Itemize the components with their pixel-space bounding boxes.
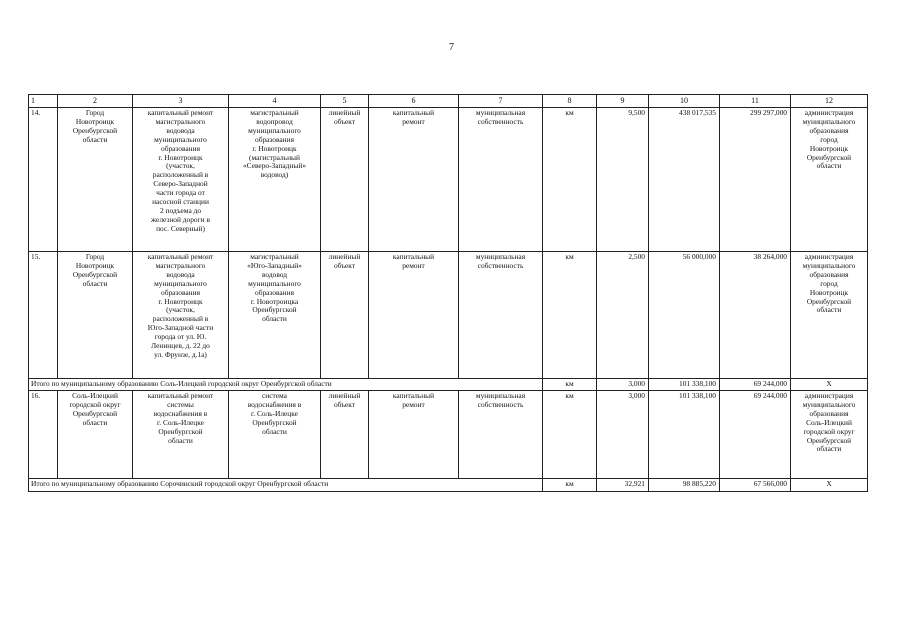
header-cell: 8 xyxy=(543,95,597,108)
ownership-cell: муниципальная собственность xyxy=(459,391,543,479)
object-cell: магистральный водопровод муниципального образования г. Новотроицк (магистральный «Северо-Западный» водовод) xyxy=(229,108,321,252)
investment-table xyxy=(28,94,868,492)
cost-total-cell: 56 000,000 xyxy=(649,252,720,379)
header-cell: 10 xyxy=(649,95,720,108)
object-type-cell: линейный объект xyxy=(321,252,369,379)
event-cell: капитальный ремонт магистрального водовода муниципального образования г. Новотроицк (участок, расположенный в Северо-Западной части города от насосной станции 2 подъема до железной дороги в пос. Северный) xyxy=(133,108,229,252)
total-mark: Х xyxy=(791,379,868,391)
event-cell: капитальный ремонт системы водоснабжения в г. Соль-Илецке Оренбургской области xyxy=(133,391,229,479)
header-cell: 7 xyxy=(459,95,543,108)
customer-cell: администрация муниципального образования город Новотроицк Оренбургской области xyxy=(791,108,868,252)
cost-total-cell: 101 338,100 xyxy=(649,379,720,391)
header-cell: 6 xyxy=(369,95,459,108)
cost-total-cell: 101 338,100 xyxy=(649,391,720,479)
length-cell: 32,921 xyxy=(597,479,649,492)
total-label: Итого по муниципальному образованию Сорочинский городской округ Оренбургской области xyxy=(29,479,543,492)
customer-cell: администрация муниципального образования Соль-Илецкий городской округ Оренбургской области xyxy=(791,391,868,479)
cost-funds-cell: 69 244,000 xyxy=(720,379,791,391)
header-cell: 11 xyxy=(720,95,791,108)
total-label: Итого по муниципальному образованию Соль-Илецкий городской округ Оренбургской области xyxy=(29,379,543,391)
row-number: 15. xyxy=(29,252,58,379)
length-cell: 3,000 xyxy=(597,379,649,391)
cost-total-cell: 98 885,220 xyxy=(649,479,720,492)
length-cell: 9,500 xyxy=(597,108,649,252)
table-header-row xyxy=(29,95,868,108)
object-cell: магистральный «Юго-Западный» водовод муниципального образования г. Новотроицка Оренбургской области xyxy=(229,252,321,379)
row-number: 16. xyxy=(29,391,58,479)
header-cell: 4 xyxy=(229,95,321,108)
header-cell: 1 xyxy=(29,95,58,108)
object-type-cell: линейный объект xyxy=(321,391,369,479)
total-row xyxy=(29,479,868,492)
length-cell: 2,500 xyxy=(597,252,649,379)
table-row xyxy=(29,391,868,479)
length-cell: 3,000 xyxy=(597,391,649,479)
ownership-cell: муниципальная собственность xyxy=(459,108,543,252)
work-type-cell: капитальный ремонт xyxy=(369,252,459,379)
header-cell: 2 xyxy=(58,95,133,108)
row-number: 14. xyxy=(29,108,58,252)
total-mark: Х xyxy=(791,479,868,492)
cost-funds-cell: 69 244,000 xyxy=(720,391,791,479)
cost-total-cell: 438 017,535 xyxy=(649,108,720,252)
unit-cell: км xyxy=(543,379,597,391)
table-row xyxy=(29,252,868,379)
object-type-cell: линейный объект xyxy=(321,108,369,252)
cost-funds-cell: 67 566,000 xyxy=(720,479,791,492)
cost-funds-cell: 299 297,000 xyxy=(720,108,791,252)
municipality-cell: Город Новотроицк Оренбургской области xyxy=(58,108,133,252)
municipality-cell: Город Новотроицк Оренбургской области xyxy=(58,252,133,379)
customer-cell: администрация муниципального образования город Новотроицк Оренбургской области xyxy=(791,252,868,379)
ownership-cell: муниципальная собственность xyxy=(459,252,543,379)
total-row xyxy=(29,379,868,391)
object-cell: система водоснабжения в г. Соль-Илецке Оренбургской области xyxy=(229,391,321,479)
page-number: 7 xyxy=(449,42,454,53)
work-type-cell: капитальный ремонт xyxy=(369,391,459,479)
unit-cell: км xyxy=(543,391,597,479)
unit-cell: км xyxy=(543,252,597,379)
header-cell: 9 xyxy=(597,95,649,108)
header-cell: 3 xyxy=(133,95,229,108)
cost-funds-cell: 38 264,000 xyxy=(720,252,791,379)
header-cell: 12 xyxy=(791,95,868,108)
municipality-cell: Соль-Илецкий городской округ Оренбургской области xyxy=(58,391,133,479)
header-cell: 5 xyxy=(321,95,369,108)
work-type-cell: капитальный ремонт xyxy=(369,108,459,252)
table-row xyxy=(29,108,868,252)
unit-cell: км xyxy=(543,108,597,252)
unit-cell: км xyxy=(543,479,597,492)
event-cell: капитальный ремонт магистрального водовода муниципального образования г. Новотроицк (участок, расположенный в Юго-Западной части города от ул. Ю. Ленинцев, д. 22 до ул. Фрунзе, д.1а) xyxy=(133,252,229,379)
